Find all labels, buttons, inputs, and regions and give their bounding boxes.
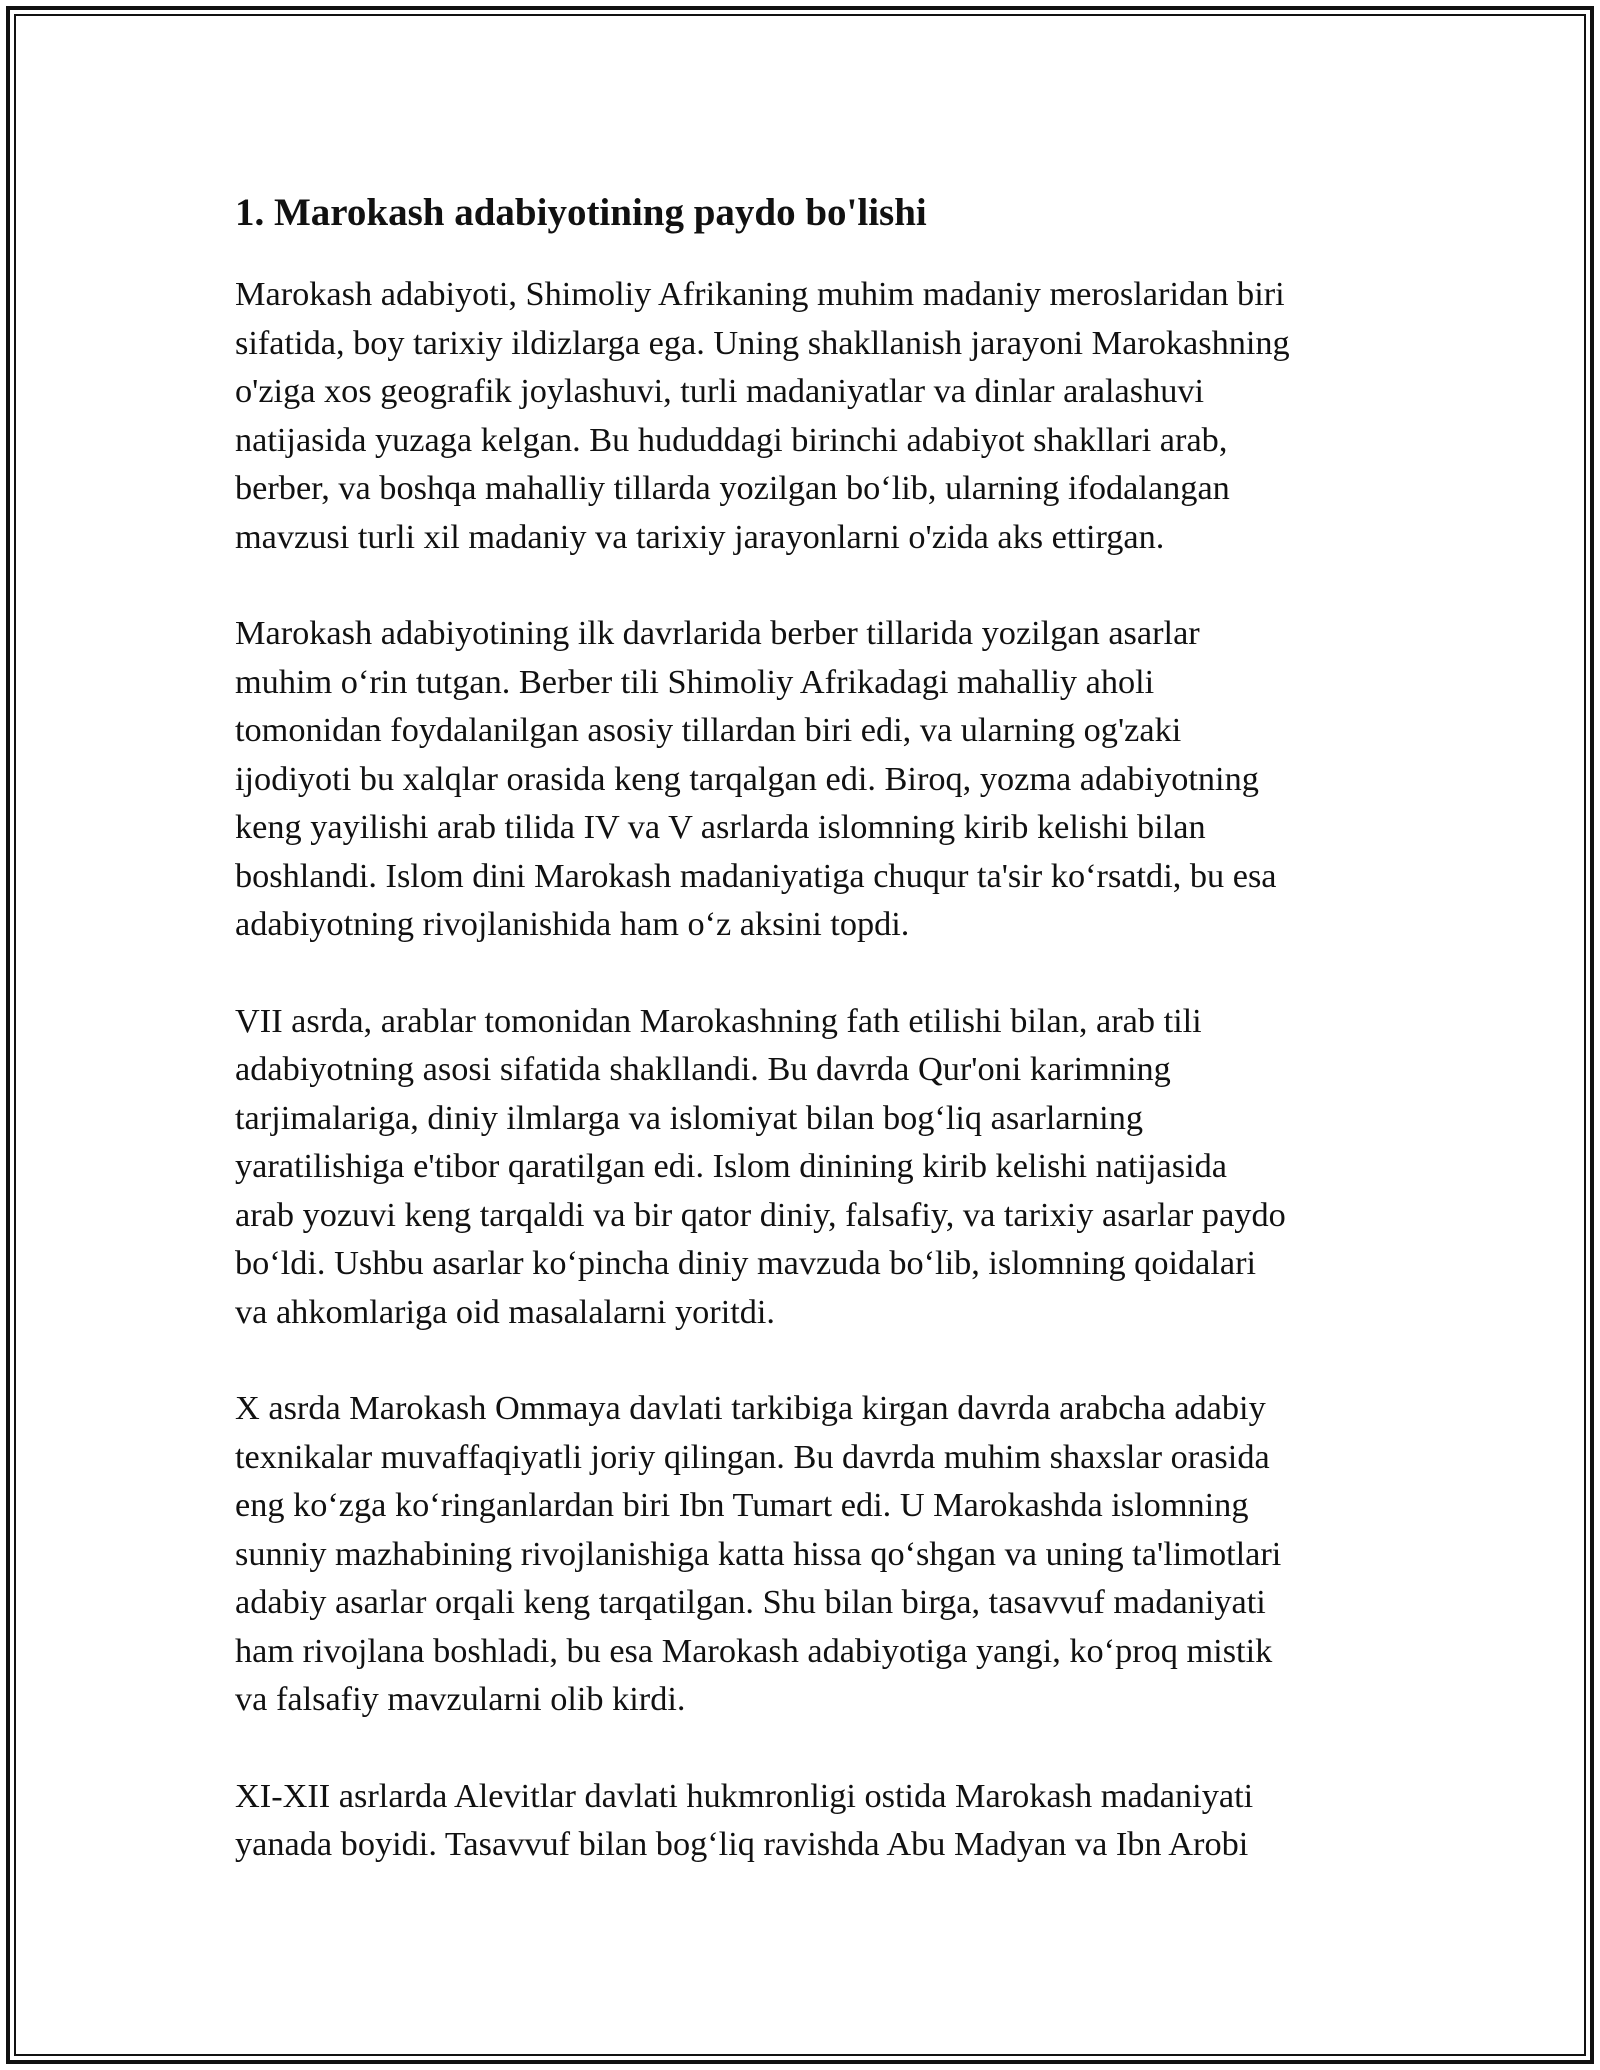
text-line: tomonidan foydalanilgan asosiy tillardan biri edi, va ularning og'zaki <box>235 711 1182 749</box>
text-line: eng ko‘zga ko‘ringanlardan biri Ibn Tumart edi. U Marokashda islomning <box>235 1486 1249 1524</box>
text-line: Marokash adabiyoti, Shimoliy Afrikaning muhim madaniy meroslaridan biri <box>235 275 1285 313</box>
text-line: yaratilishiga e'tibor qaratilgan edi. Islom dinining kirib kelishi natijasida <box>235 1147 1227 1185</box>
paragraph-3 <box>235 997 1375 1337</box>
text-line: berber, va boshqa mahalliy tillarda yozilgan bo‘lib, ularning ifodalangan <box>235 469 1230 507</box>
text-line: va falsafiy mavzularni olib kirdi. <box>235 1680 686 1718</box>
text-line: adabiy asarlar orqali keng tarqatilgan. Shu bilan birga, tasavvuf madaniyati <box>235 1583 1266 1621</box>
text-line: sifatida, boy tarixiy ildizlarga ega. Uning shakllanish jarayoni Marokashning <box>235 323 1290 362</box>
text-line: ham rivojlana boshladi, bu esa Marokash adabiyotiga yangi, ko‘proq mistik <box>235 1631 1273 1670</box>
text-line: Marokash adabiyotining ilk davrlarida berber tillarida yozilgan asarlar <box>235 614 1200 652</box>
text-line: bo‘ldi. Ushbu asarlar ko‘pincha diniy mavzuda bo‘lib, islomning qoidalari <box>235 1244 1257 1282</box>
section-heading: 1. Marokash adabiyotining paydo bo'lishi <box>235 191 927 234</box>
text-line: sunniy mazhabining rivojlanishiga katta hissa qo‘shgan va uning ta'limotlari <box>235 1534 1282 1573</box>
text-line: ijodiyoti bu xalqlar orasida keng tarqalgan edi. Biroq, yozma adabiyotning <box>235 759 1259 798</box>
paragraph-5 <box>235 1772 1375 1869</box>
text-line: XI-XII asrlarda Alevitlar davlati hukmronligi ostida Marokash madaniyati <box>235 1776 1254 1815</box>
text-line: tarjimalariga, diniy ilmlarga va islomiyat bilan bog‘liq asarlarning <box>235 1098 1143 1137</box>
text-line: o'ziga xos geografik joylashuvi, turli madaniyatlar va dinlar aralashuvi <box>235 372 1205 410</box>
document-body <box>235 178 1375 1917</box>
paragraph-1 <box>235 270 1375 561</box>
text-line: muhim o‘rin tutgan. Berber tili Shimoliy Afrikadagi mahalliy aholi <box>235 662 1155 701</box>
text-line: adabiyotning asosi sifatida shakllandi. Bu davrda Qur'oni karimning <box>235 1050 1171 1088</box>
text-line: natijasida yuzaga kelgan. Bu hududdagi birinchi adabiyot shakllari arab, <box>235 420 1228 459</box>
text-line: VII asrda, arablar tomonidan Marokashning fath etilishi bilan, arab tili <box>235 1001 1202 1040</box>
text-line: adabiyotning rivojlanishida ham o‘z aksini topdi. <box>235 905 910 943</box>
text-line: yanada boyidi. Tasavvuf bilan bog‘liq ravishda Abu Madyan va Ibn Arobi <box>235 1825 1249 1863</box>
paragraph-2 <box>235 609 1375 949</box>
text-line: mavzusi turli xil madaniy va tarixiy jarayonlarni o'zida aks ettirgan. <box>235 517 1165 556</box>
text-line: keng yayilishi arab tilida IV va V asrlarda islomning kirib kelishi bilan <box>235 808 1206 846</box>
paragraph-4 <box>235 1384 1375 1724</box>
text-line: X asrda Marokash Ommaya davlati tarkibiga kirgan davrda arabcha adabiy <box>235 1389 1266 1427</box>
text-line: va ahkomlariga oid masalalarni yoritdi. <box>235 1292 776 1331</box>
text-line: arab yozuvi keng tarqaldi va bir qator diniy, falsafiy, va tarixiy asarlar paydo <box>235 1195 1286 1234</box>
text-line: texnikalar muvaffaqiyatli joriy qilingan. Bu davrda muhim shaxslar orasida <box>235 1437 1270 1476</box>
text-line: boshlandi. Islom dini Marokash madaniyatiga chuqur ta'sir ko‘rsatdi, bu esa <box>235 856 1277 895</box>
